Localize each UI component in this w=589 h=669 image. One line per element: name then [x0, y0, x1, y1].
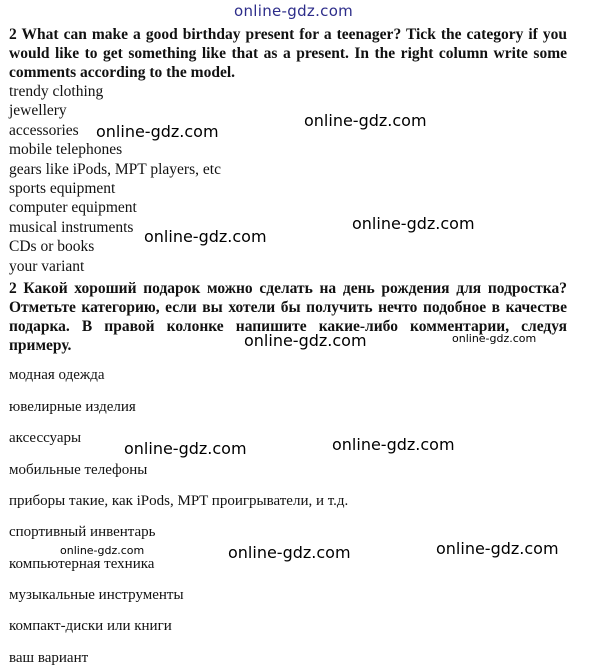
- list-item: ювелирные изделия: [9, 399, 136, 415]
- list-item: компьютерная техника: [9, 556, 155, 572]
- task-heading-en: 2 What can make a good birthday present for a teenager? Tick the category if you would like to get something like that as a present. In the right column write some comments according to the model.: [9, 26, 567, 81]
- list-item: trendy clothing: [9, 83, 104, 100]
- watermark: online-gdz.com: [304, 111, 427, 130]
- watermark: online-gdz.com: [96, 122, 219, 141]
- watermark: online-gdz.com: [144, 227, 267, 246]
- watermark: online-gdz.com: [60, 544, 145, 557]
- list-item: аксессуары: [9, 430, 82, 446]
- list-item: CDs or books: [9, 238, 95, 256]
- watermark: online-gdz.com: [228, 543, 351, 562]
- category-list-en: [9, 82, 221, 276]
- list-item: sports equipment: [9, 179, 116, 197]
- watermark: online-gdz.com: [124, 439, 247, 458]
- list-item: модная одежда: [9, 367, 105, 383]
- list-item: gears like iPods, MPT players, etc: [9, 160, 221, 178]
- list-item: компакт-диски или книги: [9, 618, 172, 634]
- list-item: musical instruments: [9, 218, 134, 236]
- list-item: accessories: [9, 121, 79, 139]
- list-item: музыкальные инструменты: [9, 587, 184, 603]
- watermark: online-gdz.com: [244, 331, 367, 350]
- watermark: online-gdz.com: [452, 332, 537, 345]
- list-item: computer equipment: [9, 199, 137, 217]
- list-item: приборы такие, как iPods, MPT проигрыватели, и т.д.: [9, 493, 349, 509]
- task-heading-ru: 2 Какой хороший подарок можно сделать на день рождения для подростка? Отметьте категорию, если вы хотели бы получить нечто подобное в качестве подарка. В правой колонке напишите какие-либо комментарии, следуя примеру.: [9, 280, 567, 354]
- list-item: ваш вариант: [9, 650, 89, 666]
- watermark: online-gdz.com: [332, 435, 455, 454]
- list-item: your variant: [9, 257, 85, 275]
- watermark: online-gdz.com: [436, 539, 559, 558]
- list-item: mobile telephones: [9, 141, 123, 159]
- list-item: jewellery: [9, 102, 67, 120]
- list-item: мобильные телефоны: [9, 462, 148, 478]
- list-item: спортивный инвентарь: [9, 524, 156, 540]
- watermark: online-gdz.com: [352, 214, 475, 233]
- header-watermark: online-gdz.com: [234, 2, 354, 20]
